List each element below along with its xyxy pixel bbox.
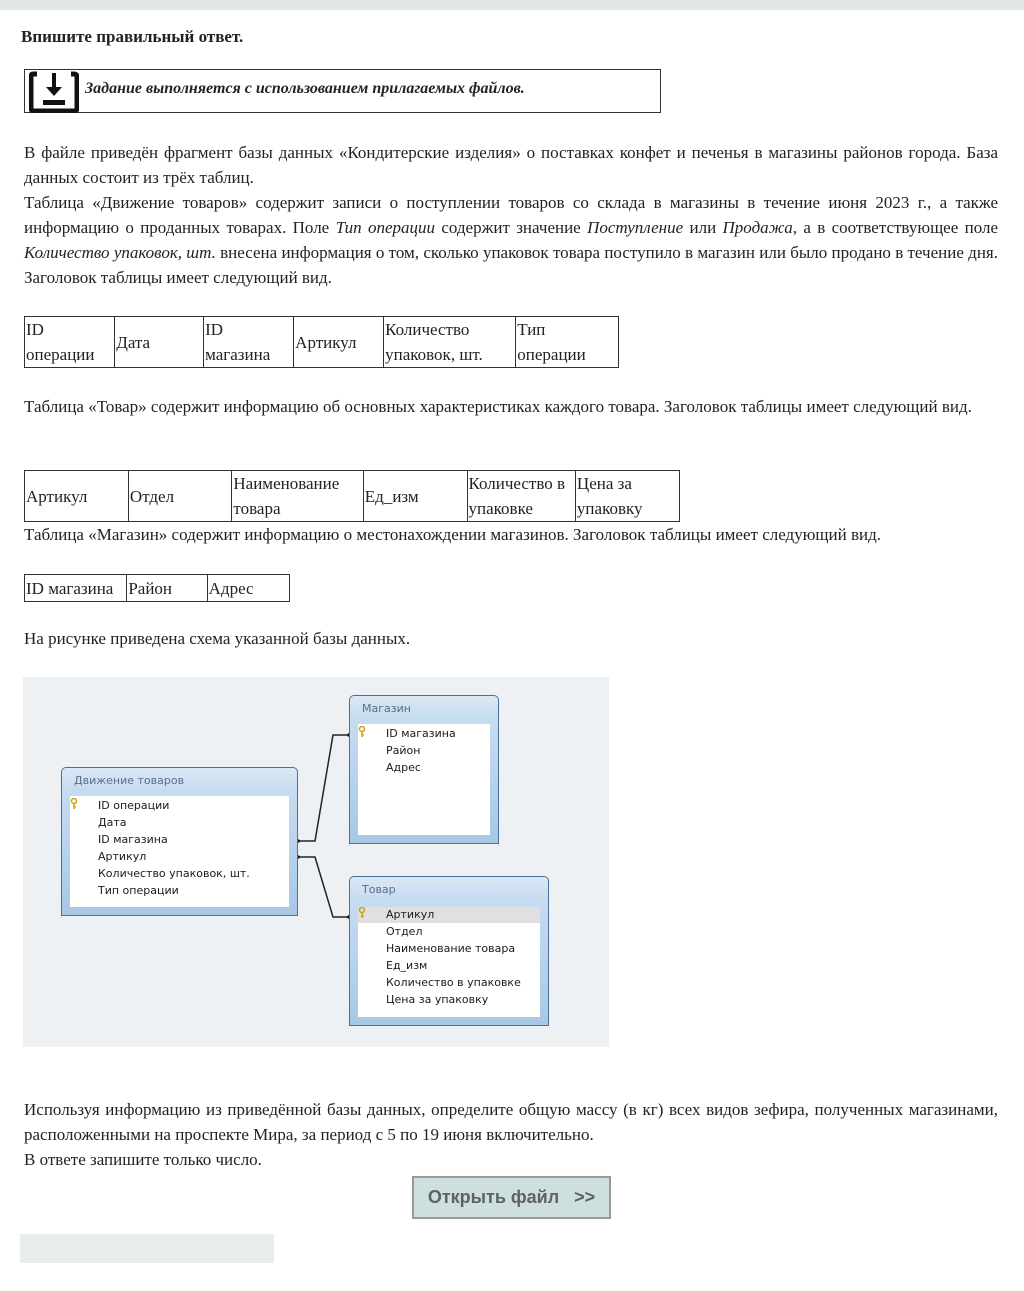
schema-field: ID магазина <box>98 833 168 846</box>
relation-line-tovar <box>298 857 349 917</box>
header-cell: Артикул <box>25 471 129 522</box>
primary-key-icon <box>70 798 78 810</box>
header-cell: Артикул <box>294 317 384 368</box>
schema-field: Артикул <box>98 850 147 863</box>
field-label: ID магазина <box>386 727 456 740</box>
tovar-table-header <box>24 470 680 522</box>
header-cell: Цена за упаковку <box>575 471 679 522</box>
header-cell: Ед_изм <box>363 471 467 522</box>
schema-field: Ед_изм <box>386 959 428 972</box>
header-cell: ID операции <box>25 317 115 368</box>
schema-field-list <box>70 796 289 907</box>
schema-field-list <box>358 724 490 835</box>
tovar-description: Таблица «Товар» содержит информацию об основных характеристиках каждого товара. Заголовок таблицы имеет следующий вид. <box>24 397 972 416</box>
text-span: внесена информация о том, сколько упаковок товара поступило в магазин или было продано в течение дня. Заголовок таблицы имеет следующий вид. <box>24 243 998 287</box>
field-label: Артикул <box>386 908 435 921</box>
field-label: ID операции <box>98 799 170 812</box>
header-cell: ID магазина <box>25 575 127 602</box>
magazin-description: Таблица «Магазин» содержит информацию о местонахождении магазинов. Заголовок таблицы имеет следующий вид. <box>24 525 881 544</box>
answer-input[interactable] <box>20 1234 274 1263</box>
schema-table-movement[interactable] <box>61 767 298 916</box>
question-text <box>24 1097 998 1172</box>
schema-field: Тип операции <box>98 884 179 897</box>
schema-table-title: Товар <box>362 883 396 896</box>
intro-paragraph-1: В файле приведён фрагмент базы данных «Кондитерские изделия» о поставках конфет и печенья в магазины районов города. База данных состоит из трёх таблиц. <box>24 143 998 187</box>
value-italic: Поступление <box>587 218 684 237</box>
magazin-table-header <box>24 574 290 602</box>
schema-field-list <box>358 907 540 1017</box>
header-cell: Тип операции <box>516 317 619 368</box>
attached-files-text: Задание выполняется с использованием прилагаемых файлов. <box>85 80 525 97</box>
schema-field: Количество упаковок, шт. <box>98 867 250 880</box>
movement-table-header <box>24 316 619 368</box>
schema-field <box>358 726 490 742</box>
header-cell: Наименование товара <box>232 471 363 522</box>
header-cell: Отдел <box>128 471 231 522</box>
relation-line-magazin <box>298 735 349 841</box>
text-span: , а в соответствующее поле <box>792 218 998 237</box>
text-span: содержит значение <box>435 218 588 237</box>
schema-table-title: Движение товаров <box>74 774 185 787</box>
text-span: Таблица «Движение товаров» содержит записи о поступлении товаров со склада в магазины в течение июня 2023 г., а также информацию о проданных товарах. Поле <box>24 193 998 237</box>
database-schema-diagram <box>23 677 609 1047</box>
schema-field: Дата <box>98 816 127 829</box>
primary-key-icon <box>358 726 366 738</box>
open-file-button[interactable]: Открыть файл >> <box>412 1176 611 1219</box>
schema-table-magazin[interactable] <box>349 695 499 844</box>
answer-hint: В ответе запишите только число. <box>24 1150 262 1169</box>
schema-field: Адрес <box>386 761 421 774</box>
question-paragraph: Используя информацию из приведённой базы данных, определите общую массу (в кг) всех видов зефира, полученных магазинами, расположенными на проспекте Мира, за период с 5 по 19 июня включительно. <box>24 1100 998 1144</box>
header-cell: Дата <box>115 317 204 368</box>
primary-key-icon <box>358 907 366 919</box>
header-cell: Количество упаковок, шт. <box>384 317 516 368</box>
intro-paragraph-2 <box>24 190 998 290</box>
schema-field: Количество в упаковке <box>386 976 521 989</box>
field-name-italic: Тип операции <box>335 218 436 237</box>
schema-table-title: Магазин <box>362 702 411 715</box>
header-cell: Количество в упаковке <box>467 471 575 522</box>
attached-files-notice <box>24 69 661 113</box>
schema-field: Отдел <box>386 925 423 938</box>
schema-field: Район <box>386 744 421 757</box>
schema-field <box>358 907 540 923</box>
header-cell: ID магазина <box>204 317 294 368</box>
intro-text <box>24 140 998 290</box>
text-span: или <box>683 218 723 237</box>
schema-table-tovar[interactable] <box>349 876 549 1026</box>
schema-field: Цена за упаковку <box>386 993 489 1006</box>
top-bar <box>0 0 1024 10</box>
header-cell: Район <box>127 575 207 602</box>
schema-caption: На рисунке приведена схема указанной базы данных. <box>24 629 411 648</box>
value-italic: Продажа <box>722 218 793 237</box>
download-icon <box>29 71 79 113</box>
header-cell: Адрес <box>207 575 289 602</box>
instruction-heading: Впишите правильный ответ. <box>21 27 244 46</box>
schema-field: Наименование товара <box>386 942 516 955</box>
field-name-italic: Количество упаковок, шт. <box>24 243 216 262</box>
schema-field <box>70 798 289 814</box>
